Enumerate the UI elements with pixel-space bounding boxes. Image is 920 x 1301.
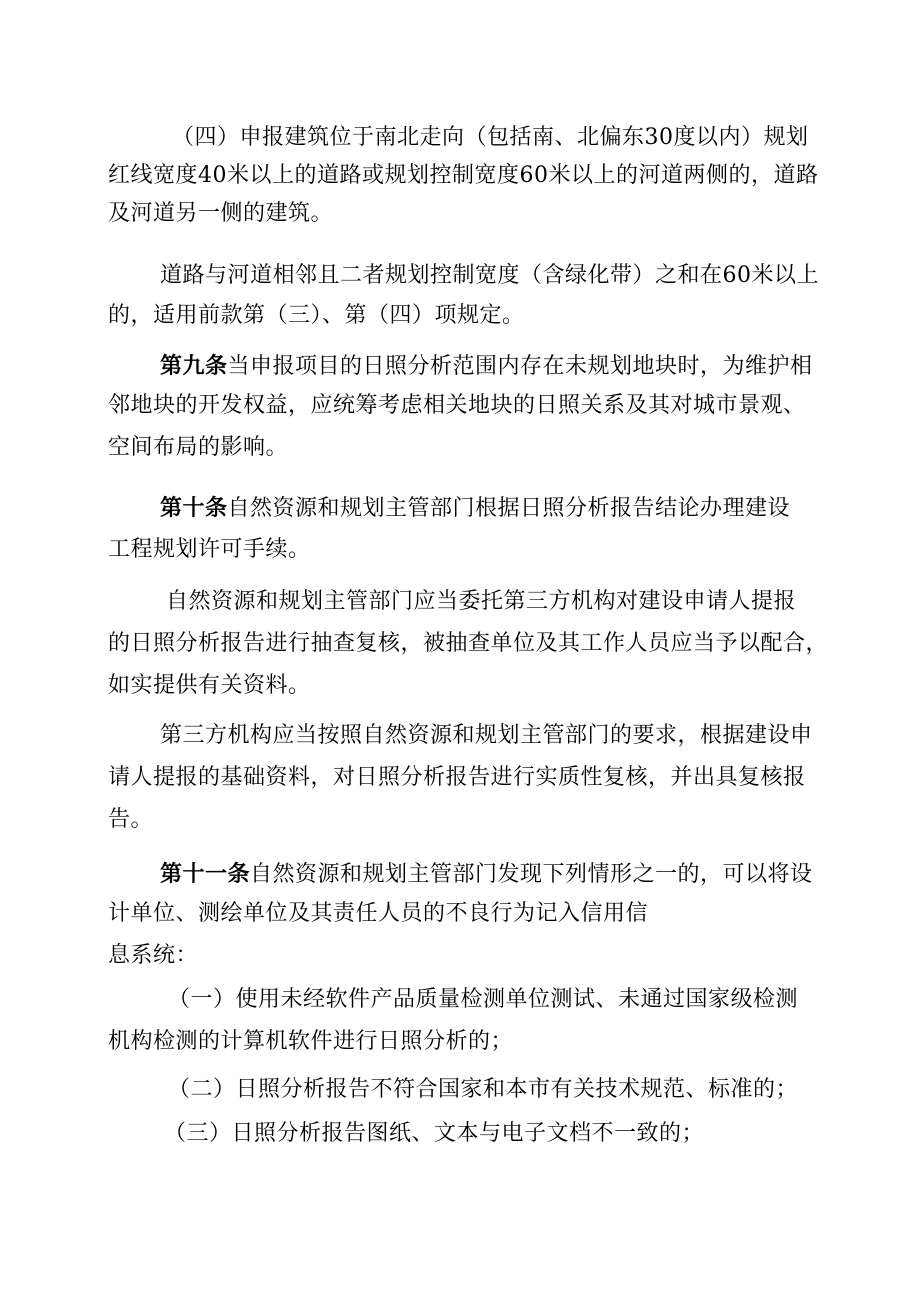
text-line: 的，适用前款第（三）、第（四）项规定。 — [108, 303, 525, 328]
article-10-line: 第十条自然资源和规划主管部门根据日照分析报告结论办理建设 — [160, 495, 791, 521]
text-line: 道路与河道相邻且二者规划控制宽度（含绿化带）之和在60米以上 — [160, 263, 819, 288]
text-line: 及河道另一侧的建筑。 — [108, 201, 334, 226]
text-line: 机构检测的计算机软件进行日照分析的； — [108, 1029, 514, 1054]
article-heading: 第九条 — [160, 353, 228, 379]
article-9-line: 第九条当申报项目的日照分析范围内存在未规划地块时，为维护相 — [160, 353, 813, 379]
article-heading: 第十一条 — [160, 861, 251, 887]
text-line: （四）申报建筑位于南北走向（包括南、北偏东30度以内）规划 — [172, 125, 809, 150]
article-11-line: 第十一条自然资源和规划主管部门发现下列情形之一的，可以将设 — [160, 861, 813, 887]
text-line: （三）日照分析报告图纸、文本与电子文档不一致的； — [164, 1121, 705, 1146]
text-line: （一）使用未经软件产品质量检测单位测试、未通过国家级检测 — [168, 987, 799, 1012]
text-line: 工程规划许可手续。 — [108, 537, 311, 562]
text-line: 计单位、测绘单位及其责任人员的不良行为记入信用信 — [108, 901, 649, 926]
text-line: 邻地块的开发权益，应统筹考虑相关地块的日照关系及其对城市景观、 — [108, 393, 806, 418]
article-heading: 第十条 — [160, 495, 228, 521]
text-line: 红线宽度40米以上的道路或规划控制宽度60米以上的河道两侧的，道路 — [108, 163, 819, 188]
text-line: 息系统： — [108, 943, 199, 968]
text-line: 告。 — [108, 807, 154, 832]
text-line: 第三方机构应当按照自然资源和规划主管部门的要求，根据建设申 — [160, 723, 813, 748]
text-line: 的日照分析报告进行抽查复核，被抽查单位及其工作人员应当予以配合， — [108, 631, 829, 656]
text-line: 空间布局的影响。 — [108, 435, 289, 460]
text-line: （二）日照分析报告不符合国家和本市有关技术规范、标准的； — [168, 1077, 799, 1102]
text-line: 如实提供有关资料。 — [108, 673, 311, 698]
text-line: 自然资源和规划主管部门应当委托第三方机构对建设申请人提报 — [166, 589, 797, 614]
text-line: 请人提报的基础资料，对日照分析报告进行实质性复核，并出具复核报 — [108, 765, 806, 790]
